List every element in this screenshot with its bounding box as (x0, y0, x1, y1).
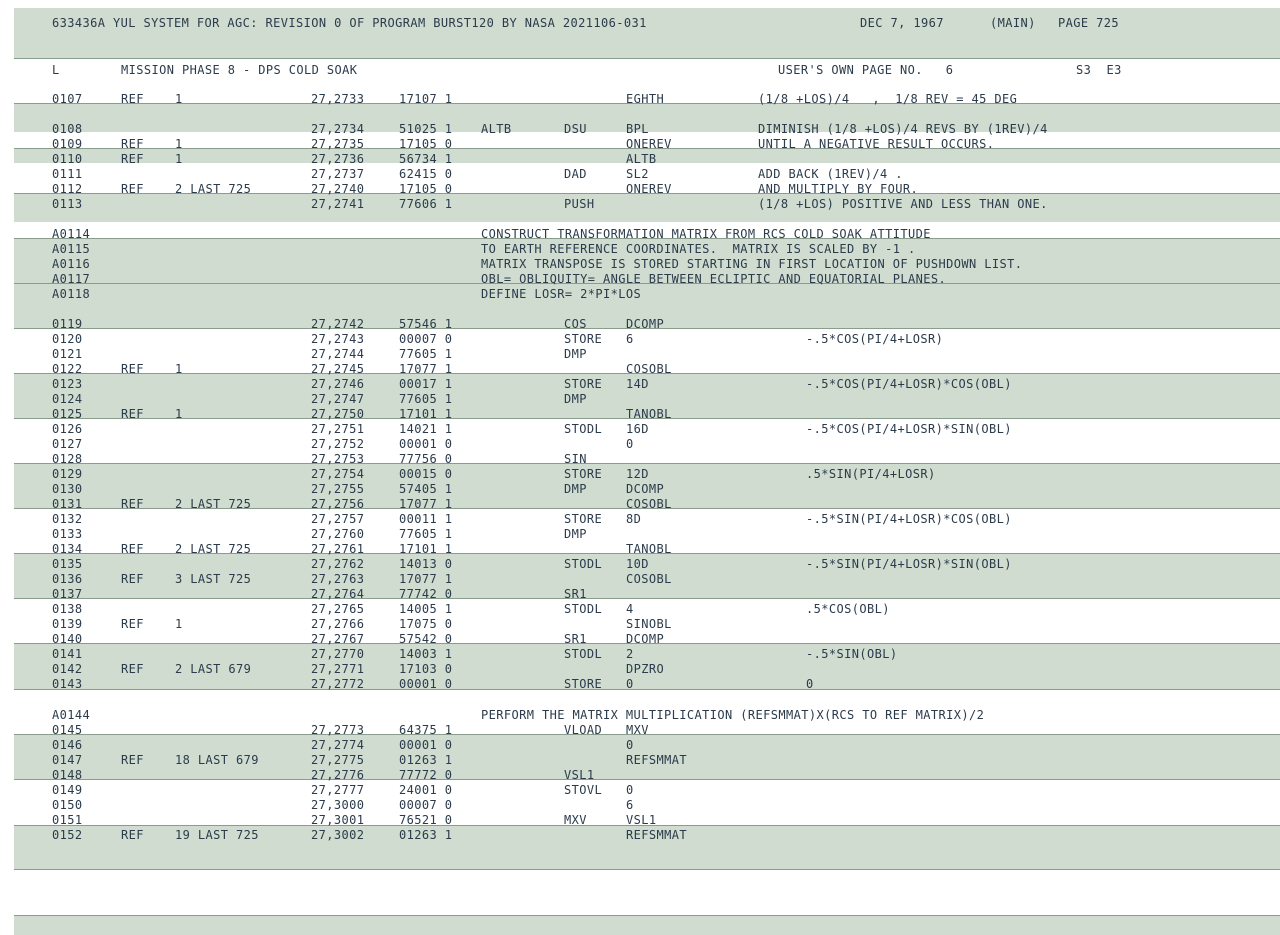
listing-loc: 27,2751 (311, 422, 365, 436)
listing-op: STORE (564, 512, 603, 526)
listing-no: A0117 (52, 272, 91, 286)
listing-oct: 00017 1 (399, 377, 453, 391)
listing-opd: TANOBL (626, 542, 672, 556)
listing-no: A0144 (52, 708, 91, 722)
listing-op: PUSH (564, 197, 595, 211)
listing-opd: 2 (626, 647, 634, 661)
listing-no: 0122 (52, 362, 83, 376)
listing-opd: DCOMP (626, 317, 665, 331)
listing-op: STODL (564, 602, 603, 616)
listing-no: 0123 (52, 377, 83, 391)
listing-oct: 77606 1 (399, 197, 453, 211)
listing-ref: REF (121, 92, 144, 106)
listing-opd: 0 (626, 437, 634, 451)
listing-oct: 77742 0 (399, 587, 453, 601)
listing-oct: 24001 0 (399, 783, 453, 797)
listing-oct: 00001 0 (399, 437, 453, 451)
listing-no: 0148 (52, 768, 83, 782)
listing-opd: 4 (626, 602, 634, 616)
listing-refn: 1 (175, 362, 183, 376)
listing-opd: ALTB (626, 152, 657, 166)
listing-no: 0110 (52, 152, 83, 166)
listing-opd: DPZRO (626, 662, 665, 676)
listing-ref: REF (121, 572, 144, 586)
listing-no: 0121 (52, 347, 83, 361)
listing-oct: 00001 0 (399, 677, 453, 691)
listing-no: 0140 (52, 632, 83, 646)
listing-cmt: UNTIL A NEGATIVE RESULT OCCURS. (758, 137, 995, 151)
listing-no: 0126 (52, 422, 83, 436)
listing-loc: 27,2766 (311, 617, 365, 631)
listing-title: 633436A YUL SYSTEM FOR AGC: REVISION 0 OF PROGRAM BURST120 BY NASA 2021106-031 (52, 16, 647, 30)
listing-no: 0109 (52, 137, 83, 151)
listing-no: 0134 (52, 542, 83, 556)
listing-op: SR1 (564, 587, 587, 601)
rule (14, 779, 1280, 780)
listing-loc: 27,2770 (311, 647, 365, 661)
listing-opd: REFSMMAT (626, 753, 687, 767)
listing-refn: 19 LAST 725 (175, 828, 259, 842)
listing-loc: 27,2757 (311, 512, 365, 526)
listing-refn: 2 LAST 679 (175, 662, 252, 676)
listing-no: 0111 (52, 167, 83, 181)
listing-opd: DCOMP (626, 632, 665, 646)
listing-oct: 14003 1 (399, 647, 453, 661)
listing-no: 0128 (52, 452, 83, 466)
listing-ref: REF (121, 152, 144, 166)
listing-oct: 00011 1 (399, 512, 453, 526)
listing-opd: 6 (626, 798, 634, 812)
listing-refn: 1 (175, 137, 183, 151)
listing-no: 0141 (52, 647, 83, 661)
listing-loc: 27,2761 (311, 542, 365, 556)
listing-no: 0124 (52, 392, 83, 406)
listing-loc: 27,2742 (311, 317, 365, 331)
listing-no: 0112 (52, 182, 83, 196)
listing-opd: REFSMMAT (626, 828, 687, 842)
listing-oct: 17107 1 (399, 92, 453, 106)
rule (14, 689, 1280, 690)
listing-loc: 27,2764 (311, 587, 365, 601)
listing-note: -.5*SIN(PI/4+LOSR)*COS(OBL) (806, 512, 1012, 526)
listing-no: 0149 (52, 783, 83, 797)
listing-oct: 77772 0 (399, 768, 453, 782)
listing-loc: 27,2776 (311, 768, 365, 782)
listing-oct: 17077 1 (399, 497, 453, 511)
listing-opd: 14D (626, 377, 649, 391)
listing-loc: 27,3001 (311, 813, 365, 827)
listing-op: STODL (564, 422, 603, 436)
listing-oct: 77605 1 (399, 527, 453, 541)
listing-loc: 27,2771 (311, 662, 365, 676)
listing-ref: REF (121, 362, 144, 376)
listing-opd: TANOBL (626, 407, 672, 421)
listing-loc: 27,2745 (311, 362, 365, 376)
listing-loc: 27,2741 (311, 197, 365, 211)
listing-no: 0119 (52, 317, 83, 331)
listing-opd: ONEREV (626, 137, 672, 151)
listing-op: DMP (564, 482, 587, 496)
rule (14, 598, 1280, 599)
listing-cmt: DIMINISH (1/8 +LOS)/4 REVS BY (1REV)/4 (758, 122, 1048, 136)
listing-no: 0113 (52, 197, 83, 211)
listing-oct: 17105 0 (399, 137, 453, 151)
listing-opd: 0 (626, 738, 634, 752)
listing-opd: COSOBL (626, 572, 672, 586)
listing-refn: 1 (175, 407, 183, 421)
listing-no: 0150 (52, 798, 83, 812)
listing-no: 0132 (52, 512, 83, 526)
listing-oct: 17101 1 (399, 407, 453, 421)
listing-no: 0137 (52, 587, 83, 601)
listing-loc: 27,2747 (311, 392, 365, 406)
listing-no: A0118 (52, 287, 91, 301)
listing-loc: 27,2737 (311, 167, 365, 181)
users-page-number: USER'S OWN PAGE NO. 6 (778, 63, 954, 77)
listing-loc: 27,2765 (311, 602, 365, 616)
listing-loc: 27,2746 (311, 377, 365, 391)
listing-oct: 14021 1 (399, 422, 453, 436)
listing-loc: 27,2736 (311, 152, 365, 166)
listing-loc: 27,2773 (311, 723, 365, 737)
listing-loc: 27,2775 (311, 753, 365, 767)
listing-loc: 27,2733 (311, 92, 365, 106)
listing-oct: 01263 1 (399, 753, 453, 767)
listing-loc: 27,2762 (311, 557, 365, 571)
listing-oct: 01263 1 (399, 828, 453, 842)
listing-loc: 27,2734 (311, 122, 365, 136)
listing-no: 0133 (52, 527, 83, 541)
listing-no: 0125 (52, 407, 83, 421)
listing-opd: MXV (626, 723, 649, 737)
listing-op: STODL (564, 647, 603, 661)
listing-no: 0120 (52, 332, 83, 346)
listing-wide: OBL= OBLIQUITY= ANGLE BETWEEN ECLIPTIC AND EQUATORIAL PLANES. (481, 272, 947, 286)
listing-refn: 2 LAST 725 (175, 542, 252, 556)
listing-note: -.5*COS(PI/4+LOSR) (806, 332, 944, 346)
listing-note: .5*COS(OBL) (806, 602, 890, 616)
listing-no: 0146 (52, 738, 83, 752)
listing-oct: 76521 0 (399, 813, 453, 827)
listing-ref: REF (121, 542, 144, 556)
listing-opd: 0 (626, 783, 634, 797)
listing-wide: TO EARTH REFERENCE COORDINATES. MATRIX IS SCALED BY -1 . (481, 242, 916, 256)
listing-op: MXV (564, 813, 587, 827)
listing-opd: 8D (626, 512, 642, 526)
listing-op: SIN (564, 452, 587, 466)
listing-loc: 27,2772 (311, 677, 365, 691)
listing-opd: COSOBL (626, 497, 672, 511)
listing-loc: 27,3002 (311, 828, 365, 842)
listing-oct: 64375 1 (399, 723, 453, 737)
listing-op: STODL (564, 557, 603, 571)
listing-ref: REF (121, 137, 144, 151)
listing-ref: REF (121, 497, 144, 511)
listing-oct: 57546 1 (399, 317, 453, 331)
listing-section: (MAIN) (990, 16, 1036, 30)
listing-opd: 6 (626, 332, 634, 346)
listing-loc: 27,3000 (311, 798, 365, 812)
listing-opd: VSL1 (626, 813, 657, 827)
listing-no: 0136 (52, 572, 83, 586)
listing-cmt: AND MULTIPLY BY FOUR. (758, 182, 919, 196)
listing-oct: 57405 1 (399, 482, 453, 496)
listing-refn: 2 LAST 725 (175, 182, 252, 196)
listing-no: 0107 (52, 92, 83, 106)
listing-oct: 77605 1 (399, 392, 453, 406)
listing-op: STORE (564, 377, 603, 391)
listing-loc: 27,2755 (311, 482, 365, 496)
listing-wide: MATRIX TRANSPOSE IS STORED STARTING IN FIRST LOCATION OF PUSHDOWN LIST. (481, 257, 1023, 271)
listing-loc: 27,2760 (311, 527, 365, 541)
listing-no: A0115 (52, 242, 91, 256)
rule (14, 869, 1280, 870)
listing-op: VSL1 (564, 768, 595, 782)
listing-oct: 17075 0 (399, 617, 453, 631)
listing-note: -.5*SIN(PI/4+LOSR)*SIN(OBL) (806, 557, 1012, 571)
rule (14, 915, 1280, 916)
listing-ref: REF (121, 407, 144, 421)
listing-opd: SL2 (626, 167, 649, 181)
listing-op: DSU (564, 122, 587, 136)
listing-oct: 17103 0 (399, 662, 453, 676)
listing-no: 0131 (52, 497, 83, 511)
listing-oct: 00001 0 (399, 738, 453, 752)
listing-cmt: (1/8 +LOS) POSITIVE AND LESS THAN ONE. (758, 197, 1048, 211)
listing-ref: REF (121, 753, 144, 767)
listing-loc: 27,2754 (311, 467, 365, 481)
listing-op: STORE (564, 332, 603, 346)
listing-no: 0127 (52, 437, 83, 451)
band-12 (14, 916, 1280, 935)
listing-no: 0138 (52, 602, 83, 616)
listing-oct: 77605 1 (399, 347, 453, 361)
listing-oct: 62415 0 (399, 167, 453, 181)
listing-wide: CONSTRUCT TRANSFORMATION MATRIX FROM RCS COLD SOAK ATTITUDE (481, 227, 931, 241)
listing-oct: 17101 1 (399, 542, 453, 556)
listing-oct: 17105 0 (399, 182, 453, 196)
listing-oct: 56734 1 (399, 152, 453, 166)
listing-refn: 18 LAST 679 (175, 753, 259, 767)
listing-no: 0147 (52, 753, 83, 767)
listing-opd: DCOMP (626, 482, 665, 496)
listing-op: STORE (564, 677, 603, 691)
listing-oct: 17077 1 (399, 572, 453, 586)
listing-cmt: ADD BACK (1REV)/4 . (758, 167, 903, 181)
listing-opd: 10D (626, 557, 649, 571)
listing-ref: REF (121, 617, 144, 631)
listing-loc: 27,2735 (311, 137, 365, 151)
listing-op: DMP (564, 527, 587, 541)
listing-loc: 27,2740 (311, 182, 365, 196)
listing-opd: 12D (626, 467, 649, 481)
listing-no: 0142 (52, 662, 83, 676)
listing-refn: 1 (175, 152, 183, 166)
listing-opd: EGHTH (626, 92, 665, 106)
listing-op: DMP (564, 392, 587, 406)
listing-loc: 27,2777 (311, 783, 365, 797)
listing-refn: 2 LAST 725 (175, 497, 252, 511)
listing-no: 0129 (52, 467, 83, 481)
listing-no: A0116 (52, 257, 91, 271)
listing-loc: 27,2744 (311, 347, 365, 361)
listing-date: DEC 7, 1967 (860, 16, 944, 30)
listing-op: COS (564, 317, 587, 331)
listing-note: -.5*COS(PI/4+LOSR)*SIN(OBL) (806, 422, 1012, 436)
listing-loc: 27,2756 (311, 497, 365, 511)
listing-note: -.5*SIN(OBL) (806, 647, 898, 661)
listing-no: 0145 (52, 723, 83, 737)
listing-refn: 1 (175, 92, 183, 106)
listing-loc: 27,2752 (311, 437, 365, 451)
listing-op: DMP (564, 347, 587, 361)
listing-no: 0139 (52, 617, 83, 631)
listing-refn: 3 LAST 725 (175, 572, 252, 586)
listing-opd: 0 (626, 677, 634, 691)
listing-note: -.5*COS(PI/4+LOSR)*COS(OBL) (806, 377, 1012, 391)
listing-loc: 27,2763 (311, 572, 365, 586)
listing-oct: 14013 0 (399, 557, 453, 571)
listing-opd: SINOBL (626, 617, 672, 631)
listing-opd: BPL (626, 122, 649, 136)
listing-op: VLOAD (564, 723, 603, 737)
listing-lbl: ALTB (481, 122, 512, 136)
listing-no: 0135 (52, 557, 83, 571)
listing-opd: 16D (626, 422, 649, 436)
listing-oct: 77756 0 (399, 452, 453, 466)
listing-loc: 27,2767 (311, 632, 365, 646)
listing-refn: 1 (175, 617, 183, 631)
listing-loc: 27,2743 (311, 332, 365, 346)
listing-opd: COSOBL (626, 362, 672, 376)
listing-oct: 00015 0 (399, 467, 453, 481)
rule (14, 58, 1280, 59)
listing-oct: 17077 1 (399, 362, 453, 376)
listing-oct: 00007 0 (399, 332, 453, 346)
listing-op: STOVL (564, 783, 603, 797)
listing-ref: REF (121, 662, 144, 676)
listing-page-number: PAGE 725 (1058, 16, 1119, 30)
listing-op: STORE (564, 467, 603, 481)
listing-oct: 57542 0 (399, 632, 453, 646)
mission-phase: MISSION PHASE 8 - DPS COLD SOAK (121, 63, 358, 77)
listing-op: SR1 (564, 632, 587, 646)
listing-no: 0151 (52, 813, 83, 827)
listing-wide: PERFORM THE MATRIX MULTIPLICATION (REFSMMAT)X(RCS TO REF MATRIX)/2 (481, 708, 985, 722)
listing-wide: DEFINE LOSR= 2*PI*LOS (481, 287, 642, 301)
listing-loc: 27,2750 (311, 407, 365, 421)
subheader-mark: L (52, 63, 60, 77)
band-3 (14, 194, 1280, 222)
rule (14, 463, 1280, 464)
listing-op: DAD (564, 167, 587, 181)
listing-opd: ONEREV (626, 182, 672, 196)
listing-no: 0143 (52, 677, 83, 691)
listing-oct: 00007 0 (399, 798, 453, 812)
listing-no: 0130 (52, 482, 83, 496)
listing-note: 0 (806, 677, 814, 691)
listing-loc: 27,2753 (311, 452, 365, 466)
listing-ref: REF (121, 182, 144, 196)
listing-oct: 51025 1 (399, 122, 453, 136)
listing-ref: REF (121, 828, 144, 842)
listing-cmt: (1/8 +LOS)/4 , 1/8 REV = 45 DEG (758, 92, 1018, 106)
listing-no: 0108 (52, 122, 83, 136)
listing-note: .5*SIN(PI/4+LOSR) (806, 467, 936, 481)
subheader-code: S3 E3 (1076, 63, 1122, 77)
listing-loc: 27,2774 (311, 738, 365, 752)
listing-no: A0114 (52, 227, 91, 241)
listing-no: 0152 (52, 828, 83, 842)
listing-oct: 14005 1 (399, 602, 453, 616)
